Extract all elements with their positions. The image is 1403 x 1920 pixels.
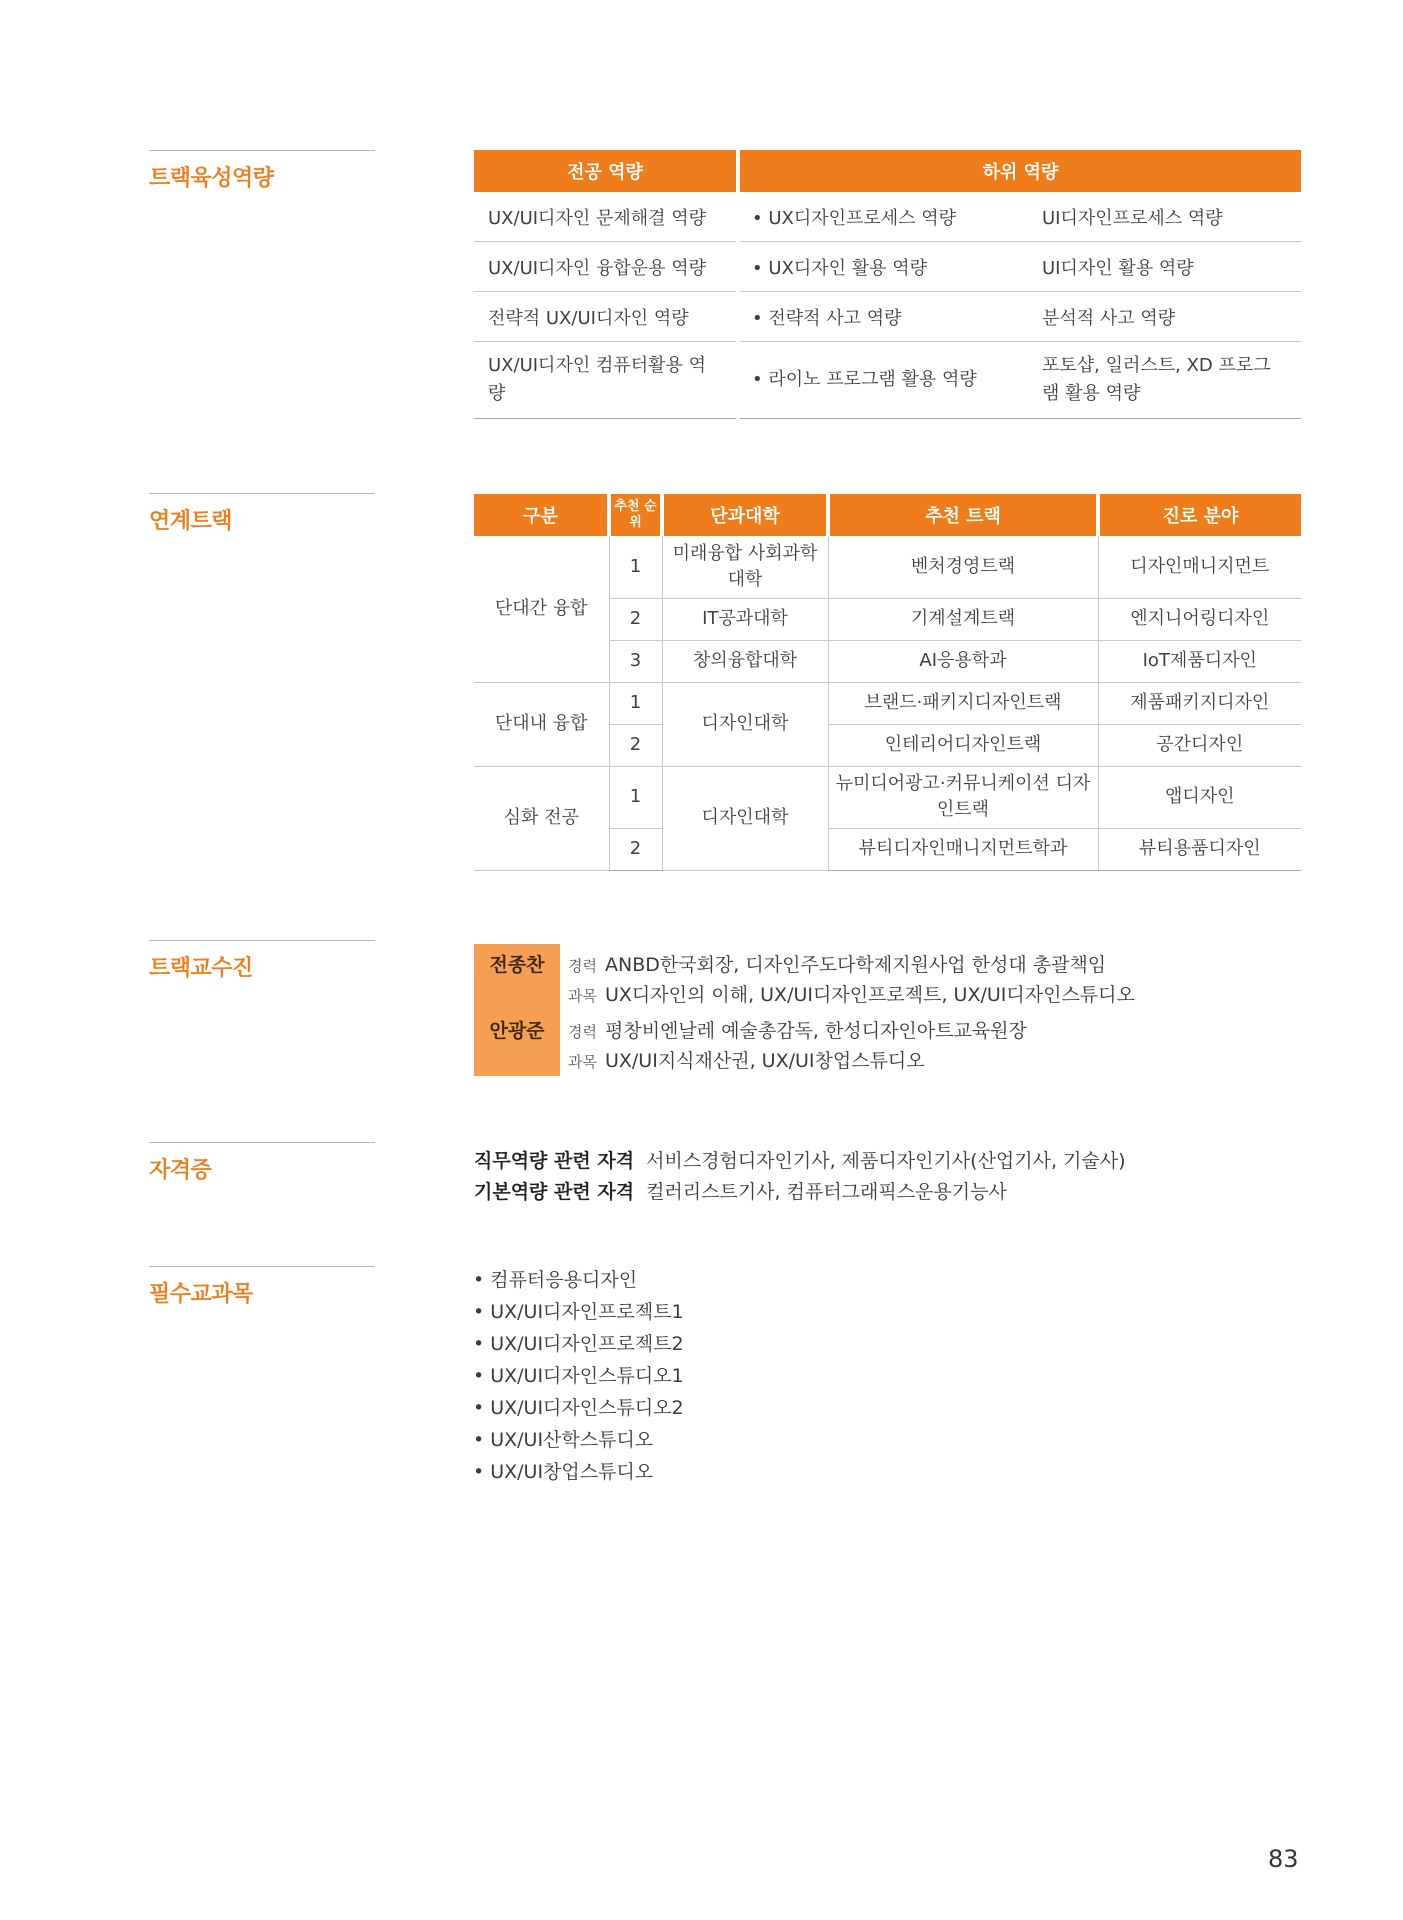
rank-cell: 2 [609, 598, 662, 640]
career-label: 경력 [568, 957, 597, 975]
header-track: 추천 트랙 [828, 494, 1098, 536]
table-header-row [474, 494, 1301, 536]
career-cell: 뷰티용품디자인 [1098, 828, 1301, 870]
certification-label: 기본역량 관련 자격 [474, 1181, 635, 1203]
college-cell: 디자인대학 [662, 682, 828, 766]
courses-text: UX디자인의 이해, UX/UI디자인프로젝트, UX/UI디자인스튜디오 [604, 984, 1135, 1006]
list-item: • UX/UI창업스튜디오 [473, 1456, 684, 1488]
certification-line [474, 1177, 1007, 1204]
rank-cell: 3 [609, 640, 662, 682]
career-cell: 엔지니어링디자인 [1098, 598, 1301, 640]
professor-career [568, 950, 1106, 977]
linked-track-table [474, 494, 1301, 871]
college-cell: 창의융합대학 [662, 640, 828, 682]
professor-courses [568, 980, 1135, 1007]
section-label-required-courses: 필수교과목 [149, 1266, 375, 1308]
career-text: ANBD한국회장, 디자인주도다학제지원사업 한성대 총괄책임 [604, 954, 1107, 976]
table-row [474, 682, 1301, 724]
career-cell: 앱디자인 [1098, 766, 1301, 828]
rank-cell: 2 [609, 724, 662, 766]
sub-competency: UI디자인 활용 역량 [1028, 242, 1301, 292]
table-row [474, 766, 1301, 828]
header-sub-competency: 하위 역량 [738, 150, 1301, 192]
major-competency: UX/UI디자인 융합운용 역량 [474, 242, 738, 292]
list-item: • UX/UI산학스튜디오 [473, 1424, 684, 1456]
page-number: 83 [1268, 1845, 1299, 1873]
table-row [474, 192, 1301, 242]
career-cell: 공간디자인 [1098, 724, 1301, 766]
section-label-certifications: 자격증 [149, 1142, 375, 1184]
group-cell: 단대간 융합 [474, 536, 609, 682]
track-cell: 뷰티디자인매니지먼트학과 [828, 828, 1098, 870]
certification-value: 컬러리스트기사, 컴퓨터그래픽스운용기능사 [646, 1181, 1007, 1203]
sub-competency: • UX디자인프로세스 역량 [738, 192, 1028, 242]
table-row [474, 242, 1301, 292]
list-item: • UX/UI디자인프로젝트1 [473, 1296, 684, 1328]
header-category: 구분 [474, 494, 609, 536]
professor-courses [568, 1046, 925, 1073]
track-cell: 기계설계트랙 [828, 598, 1098, 640]
college-cell: IT공과대학 [662, 598, 828, 640]
major-competency: 전략적 UX/UI디자인 역량 [474, 292, 738, 342]
major-competency: UX/UI디자인 컴퓨터활용 역량 [474, 342, 738, 419]
header-career: 진로 분야 [1098, 494, 1301, 536]
sub-competency: • 전략적 사고 역량 [738, 292, 1028, 342]
table-row [474, 292, 1301, 342]
table-row [474, 536, 1301, 598]
rank-cell: 1 [609, 536, 662, 598]
group-cell: 단대내 융합 [474, 682, 609, 766]
courses-label: 과목 [568, 987, 597, 1005]
track-cell: 인테리어디자인트랙 [828, 724, 1098, 766]
track-cell: 뉴미디어광고·커뮤니케이션 디자인트랙 [828, 766, 1098, 828]
table-row [474, 342, 1301, 419]
certification-value: 서비스경험디자인기사, 제품디자인기사(산업기사, 기술사) [646, 1150, 1126, 1172]
rank-cell: 1 [609, 682, 662, 724]
section-label-competency: 트랙육성역량 [149, 150, 375, 192]
career-cell: 디자인매니지먼트 [1098, 536, 1301, 598]
competency-table [474, 150, 1301, 419]
rank-cell: 2 [609, 828, 662, 870]
sub-competency: UI디자인프로세스 역량 [1028, 192, 1301, 242]
college-cell: 미래융합 사회과학대학 [662, 536, 828, 598]
career-cell: IoT제품디자인 [1098, 640, 1301, 682]
track-cell: 벤처경영트랙 [828, 536, 1098, 598]
header-college: 단과대학 [662, 494, 828, 536]
career-text: 평창비엔날레 예술총감독, 한성디자인아트교육원장 [604, 1020, 1027, 1042]
table-header-row [474, 150, 1301, 192]
track-cell: AI응용학과 [828, 640, 1098, 682]
sub-competency: 포토샵, 일러스트, XD 프로그램 활용 역량 [1028, 342, 1301, 419]
professor-career [568, 1016, 1027, 1043]
header-major-competency: 전공 역량 [474, 150, 738, 192]
career-cell: 제품패키지디자인 [1098, 682, 1301, 724]
list-item: • UX/UI디자인프로젝트2 [473, 1328, 684, 1360]
track-cell: 브랜드·패키지디자인트랙 [828, 682, 1098, 724]
sub-competency: • 라이노 프로그램 활용 역량 [738, 342, 1028, 419]
career-label: 경력 [568, 1023, 597, 1041]
courses-label: 과목 [568, 1053, 597, 1071]
required-course-list [473, 1264, 684, 1488]
rank-cell: 1 [609, 766, 662, 828]
courses-text: UX/UI지식재산권, UX/UI창업스튜디오 [604, 1050, 925, 1072]
certification-line [474, 1146, 1126, 1173]
major-competency: UX/UI디자인 문제해결 역량 [474, 192, 738, 242]
section-label-linked-track: 연계트랙 [149, 493, 375, 535]
group-cell: 심화 전공 [474, 766, 609, 870]
section-label-faculty: 트랙교수진 [149, 940, 375, 982]
list-item: • 컴퓨터응용디자인 [473, 1264, 684, 1296]
list-item: • UX/UI디자인스튜디오1 [473, 1360, 684, 1392]
sub-competency: • UX디자인 활용 역량 [738, 242, 1028, 292]
college-cell: 디자인대학 [662, 766, 828, 870]
professor-name: 전종찬 [489, 954, 545, 976]
sub-competency: 분석적 사고 역량 [1028, 292, 1301, 342]
header-rank: 추천 순위 [609, 494, 662, 536]
certification-label: 직무역량 관련 자격 [474, 1150, 635, 1172]
list-item: • UX/UI디자인스튜디오2 [473, 1392, 684, 1424]
professor-name: 안광준 [489, 1020, 545, 1042]
